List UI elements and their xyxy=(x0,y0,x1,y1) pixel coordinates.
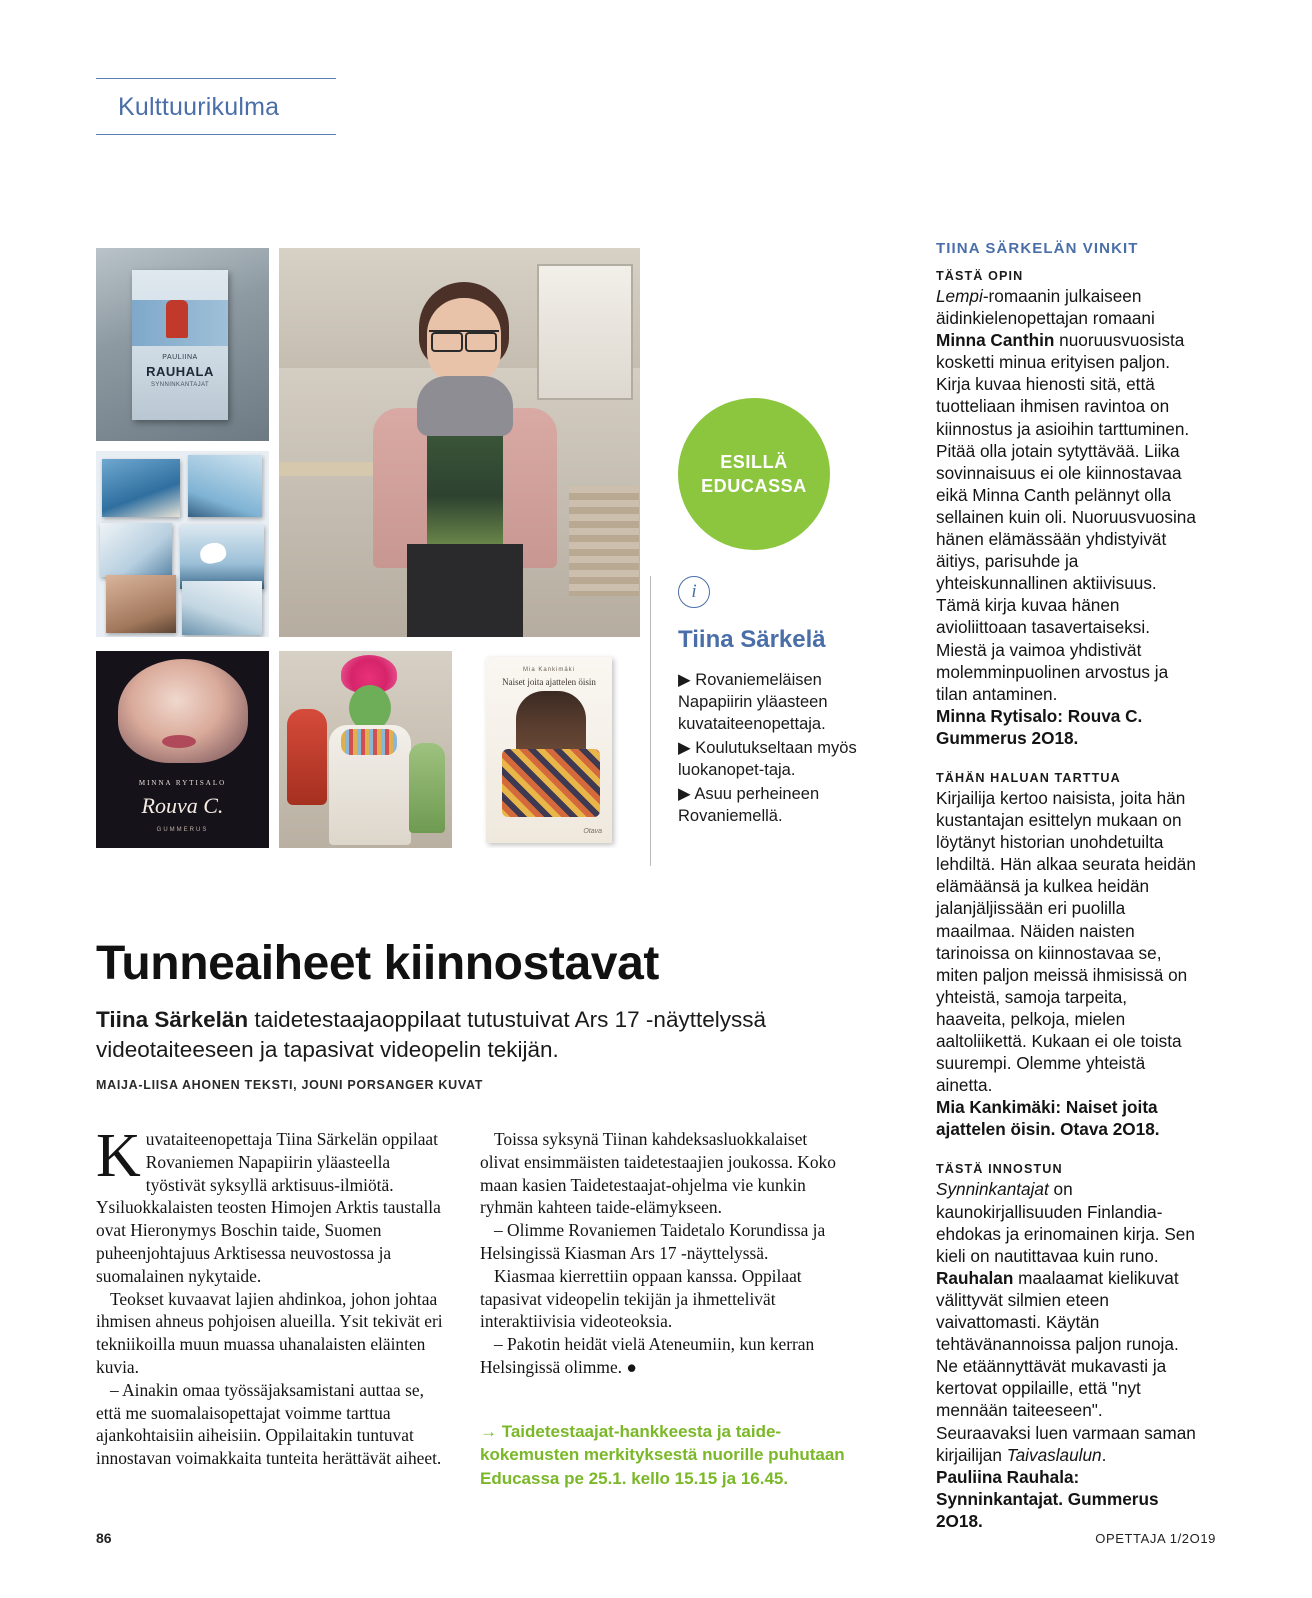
body-paragraph: Kiasmaa kierrettiin oppaan kanssa. Oppilaat tapasivat videopelin tekijän ja ihmettelivät interaktiivisia videoteoksia. xyxy=(480,1265,802,1332)
standfirst xyxy=(96,1005,856,1065)
page-number: 86 xyxy=(96,1530,112,1546)
cover-lips-shape xyxy=(162,735,196,748)
standfirst-rest: taidetestaajaoppilaat tutustuivat Ars 17 -näyttelyssä videotaiteeseen ja tapasivat videopelin tekijän. xyxy=(96,1007,766,1062)
cover-title: Rouva C. xyxy=(141,793,224,818)
cover-author: MINNA RYTISALO xyxy=(138,779,227,787)
info-bullet-list xyxy=(678,670,860,828)
page-title: Tunneaiheet kiinnostavat xyxy=(96,937,659,990)
photo-student-artwork-collage xyxy=(96,451,269,637)
photo-book-naiset-joita-ajattelen-oisin xyxy=(462,651,640,848)
info-icon: i xyxy=(678,576,710,608)
scarf-shape xyxy=(417,376,513,436)
artwork-card xyxy=(106,575,176,633)
tip-source: Minna Rytisalo: Rouva C. Gummerus 2O18. xyxy=(936,705,1143,748)
body-column-right xyxy=(480,1128,850,1379)
photo-portrait-tiina-sarkela xyxy=(279,248,640,637)
beads-shape xyxy=(341,729,397,755)
tip-block xyxy=(936,1162,1198,1532)
tip-source: Pauliina Rauhala: Synninkantajat. Gummerus 2O18. xyxy=(936,1466,1159,1531)
info-bullet: ▶ Koulutukseltaan myös luokanopet-taja. xyxy=(678,738,857,779)
cover-imprint: Otava xyxy=(583,828,602,835)
body-paragraph: Teokset kuvaavat lajien ahdinkoa, johon johtaa ihmisen ahneus pohjoisen alueilla. Ysit tekivät eri tekniikoilla muun muassa uhanalaisten eläinten kuvia. xyxy=(96,1288,443,1377)
cover-author: Mia Kankimäki xyxy=(522,667,575,673)
esilla-educassa-badge xyxy=(678,398,830,550)
event-callout: → Taidetestaajat-hankkeesta ja taide-kokemusten merkityksestä nuorille puhutaan Educassa pe 25.1. kello 15.15 ja 16.45. xyxy=(480,1422,845,1488)
section-kicker xyxy=(96,78,336,135)
info-bullet: ▶ Asuu perheineen Rovaniemellä. xyxy=(678,784,820,825)
tip-heading: TÄHÄN HALUAN TARTTUA xyxy=(936,770,1121,785)
artwork-card xyxy=(188,455,262,517)
body-paragraph: – Ainakin omaa työssäjaksamistani auttaa se, että me suomalaisopettajat voimme tarttua ajankohtaisiin aiheisiin. Oppilaitakin tuntuvat innostavan voimakkaita tunteita herättävät aiheet. xyxy=(96,1379,442,1469)
tip-body: Synninkantajat on kaunokirjallisuuden Finlandia-ehdokas ja erinomainen kirja. Sen kieli on nautittavaa kuin runo. Rauhalan maalaamat kielikuvat välittyvät silmien eteen vaivattomasti. Käytän tehtävänannoissa paljon runoja. Ne etäännyttävät mukavasti ja kertovat oppilaille, että "nyt mennään taiteeseen". Seuraavaksi luen varmaan saman kirjailijan Taivaslaulun. xyxy=(936,1179,1196,1465)
badge-line-2: EDUCASSA xyxy=(701,476,807,496)
artwork-card xyxy=(182,581,262,635)
cover-figure xyxy=(166,300,188,338)
tip-body: Kirjailija kertoo naisista, joita hän kustantajan esittelyn mukaan on löytänyt historian unohdetuilta lehdiltä. Hän alkaa seurata heidän elämäänsä ja kulkea heidän jalanjäljissään eri puolilla maailmaa. Näiden naisten tarinoissa on kiinnostavaa se, miten paljon meissä ihmisissä on yhteistä, samoja tarpeita, haaveita, pelkoja, mielen aaltoliikettä. Kukaan ei ole toista suurempi. Olemme yhteistä ainetta. xyxy=(936,787,1196,1096)
body-paragraph xyxy=(96,1122,448,1288)
book-stack-shape xyxy=(569,486,639,596)
tip-heading: TÄSTÄ INNOSTUN xyxy=(936,1162,1063,1177)
info-person-name: Tiina Särkelä xyxy=(678,626,826,653)
info-divider xyxy=(650,576,651,866)
tip-body: Lempi-romaanin julkaiseen äidinkielenopettajan romaani Minna Canthin nuoruusvuosista kosketti minua erityisen paljon. Kirja kuvaa hienosti sitä, että tuotteliaan ihmisen ravintoa on kiinnostus ja asioihin tarttuminen. Pitää olla jotain sytyttävää. Liika sovinnaisuus ei ole kiinnostavaa eikä Minna Canth pelännyt olla sellainen kuin oli. Nuoruusvuosina hänen elämässään yhdistyivät äitiys, parisuhde ja yhteiskunnallinen aktiivisuus. Tämä kirja kuvaa hänen avioliittoaan tasavertaiseksi. Miestä ja vaimoa yhdistivät molemminpuolinen arvostus ja tilan antaminen. xyxy=(936,286,1196,704)
cover-author: PAULIINA xyxy=(162,354,198,361)
tip-heading: TÄSTÄ OPIN xyxy=(936,269,1024,283)
skirt-shape xyxy=(407,544,523,637)
publication-info: OPETTAJA 1/2O19 xyxy=(1095,1531,1216,1546)
red-sculpture-shape xyxy=(287,709,327,805)
tips-sidebar-title: TIINA SÄRKELÄN VINKIT xyxy=(936,240,1139,257)
portrait-figure xyxy=(365,282,561,637)
cover-title: Naiset joita ajattelen öisin xyxy=(502,677,596,687)
cover-pattern-shape xyxy=(502,749,600,817)
body-paragraph: – Pakotin heidät vielä Ateneumiin, kun kerran Helsingissä olimme. ● xyxy=(480,1334,815,1377)
drop-cap: K xyxy=(96,1122,141,1190)
kicker-rule-bottom xyxy=(96,134,336,135)
cover-publisher: GUMMERUS xyxy=(156,827,209,833)
body-paragraph-text: uvataiteenopettaja Tiina Särkelän oppilaat Rovaniemen Napapiirin yläasteella työstivät syksyllä arktisuus-ilmiötä. Ysiluokkalaisten teosten Himojen Arktis taustalla ovat Hieronymys Boschin taide, Suomen puheenjohtajuus Arktisessa neuvostossa ja suomalainen nykytaide. xyxy=(96,1129,441,1286)
tip-source: Mia Kankimäki: Naiset joita ajattelen öisin. Otava 2O18. xyxy=(936,1097,1160,1140)
standfirst-lead: Tiina Särkelän xyxy=(96,1007,249,1032)
tip-block xyxy=(936,771,1198,1141)
glasses-shape xyxy=(429,330,499,348)
badge-line-1: ESILLÄ xyxy=(720,451,788,472)
shirt-shape xyxy=(427,418,503,548)
cover-subtitle: SYNNINKANTAJAT xyxy=(150,382,210,388)
book-cover-synninkantajat xyxy=(132,270,228,420)
artwork-card xyxy=(100,523,172,577)
info-box xyxy=(678,576,860,830)
green-sculpture-shape xyxy=(409,743,445,833)
info-bullet: ▶ Rovaniemeläisen Napapiirin yläasteen kuvataiteenopettaja. xyxy=(678,671,828,733)
cover-title: RAUHALA xyxy=(146,364,214,379)
body-paragraph: – Olimme Rovaniemen Taidetalo Korundissa ja Helsingissä Kiasman Ars 17 -näyttelyssä. xyxy=(480,1220,826,1263)
byline: MAIJA-LIISA AHONEN TEKSTI, JOUNI PORSANGER KUVAT xyxy=(96,1078,484,1092)
kicker-label: Kulttuurikulma xyxy=(118,93,280,121)
photo-book-synninkantajat xyxy=(96,248,269,441)
photo-book-rouva-c xyxy=(96,651,269,848)
book-cover-kankimaki xyxy=(486,657,612,843)
body-column-left xyxy=(96,1122,448,1470)
photo-grid xyxy=(96,248,640,848)
tip-block xyxy=(936,269,1198,749)
tips-sidebar xyxy=(936,240,1198,1554)
body-paragraph: Toissa syksynä Tiinan kahdeksasluokkalaiset olivat ensimmäisten taidetestaajien joukossa. Koko maan kasien Taidetestaajat-ohjelma vie kunkin ryhmän kahteen taide-elämykseen. xyxy=(480,1129,836,1218)
photo-costume-artwork xyxy=(279,651,452,848)
artwork-card xyxy=(102,459,180,517)
